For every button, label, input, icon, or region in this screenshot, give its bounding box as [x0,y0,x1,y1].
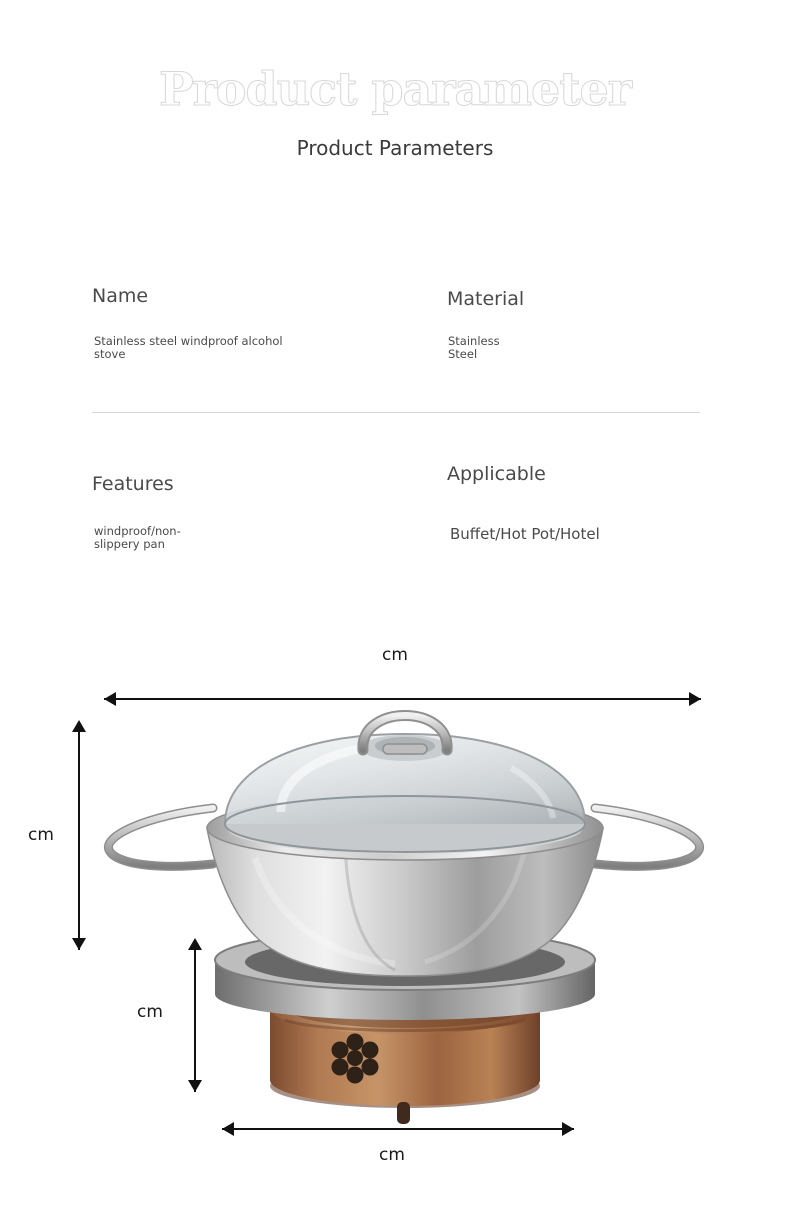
dimension-line-top [104,698,701,700]
table-divider [92,412,700,413]
dimension-label-base-width: cm [379,1145,405,1165]
param-key-features: Features [92,473,174,495]
page-subtitle: Product Parameters [296,136,494,160]
param-value-name: Stainless steel windproof alcohol stove [94,334,283,361]
product-image [95,708,715,1138]
page-header [0,0,790,185]
arrow-head-right-icon [689,692,701,706]
ghost-title: Product parameter [158,62,632,116]
param-key-name: Name [92,285,149,307]
param-key-material: Material [447,288,525,310]
arrow-head-down-icon [72,938,86,950]
param-value-applicable: Buffet/Hot Pot/Hotel [450,525,600,543]
param-key-applicable: Applicable [447,463,546,485]
pot-handle-left-icon [108,808,213,866]
dimension-label-height-left: cm [28,825,54,845]
dimension-line-left [78,725,80,950]
dimension-label-stove-height: cm [137,1002,163,1022]
pot-handle-right-icon [595,808,700,866]
param-value-material: Stainless Steel [448,334,500,361]
product-parameters-table [92,265,700,565]
arrow-head-left-icon [104,692,116,706]
dimension-label-width-top: cm [382,645,408,665]
product-dimension-diagram [0,620,790,1220]
param-value-features: windproof/non-slippery pan [94,524,181,551]
arrow-head-up-icon [72,720,86,732]
